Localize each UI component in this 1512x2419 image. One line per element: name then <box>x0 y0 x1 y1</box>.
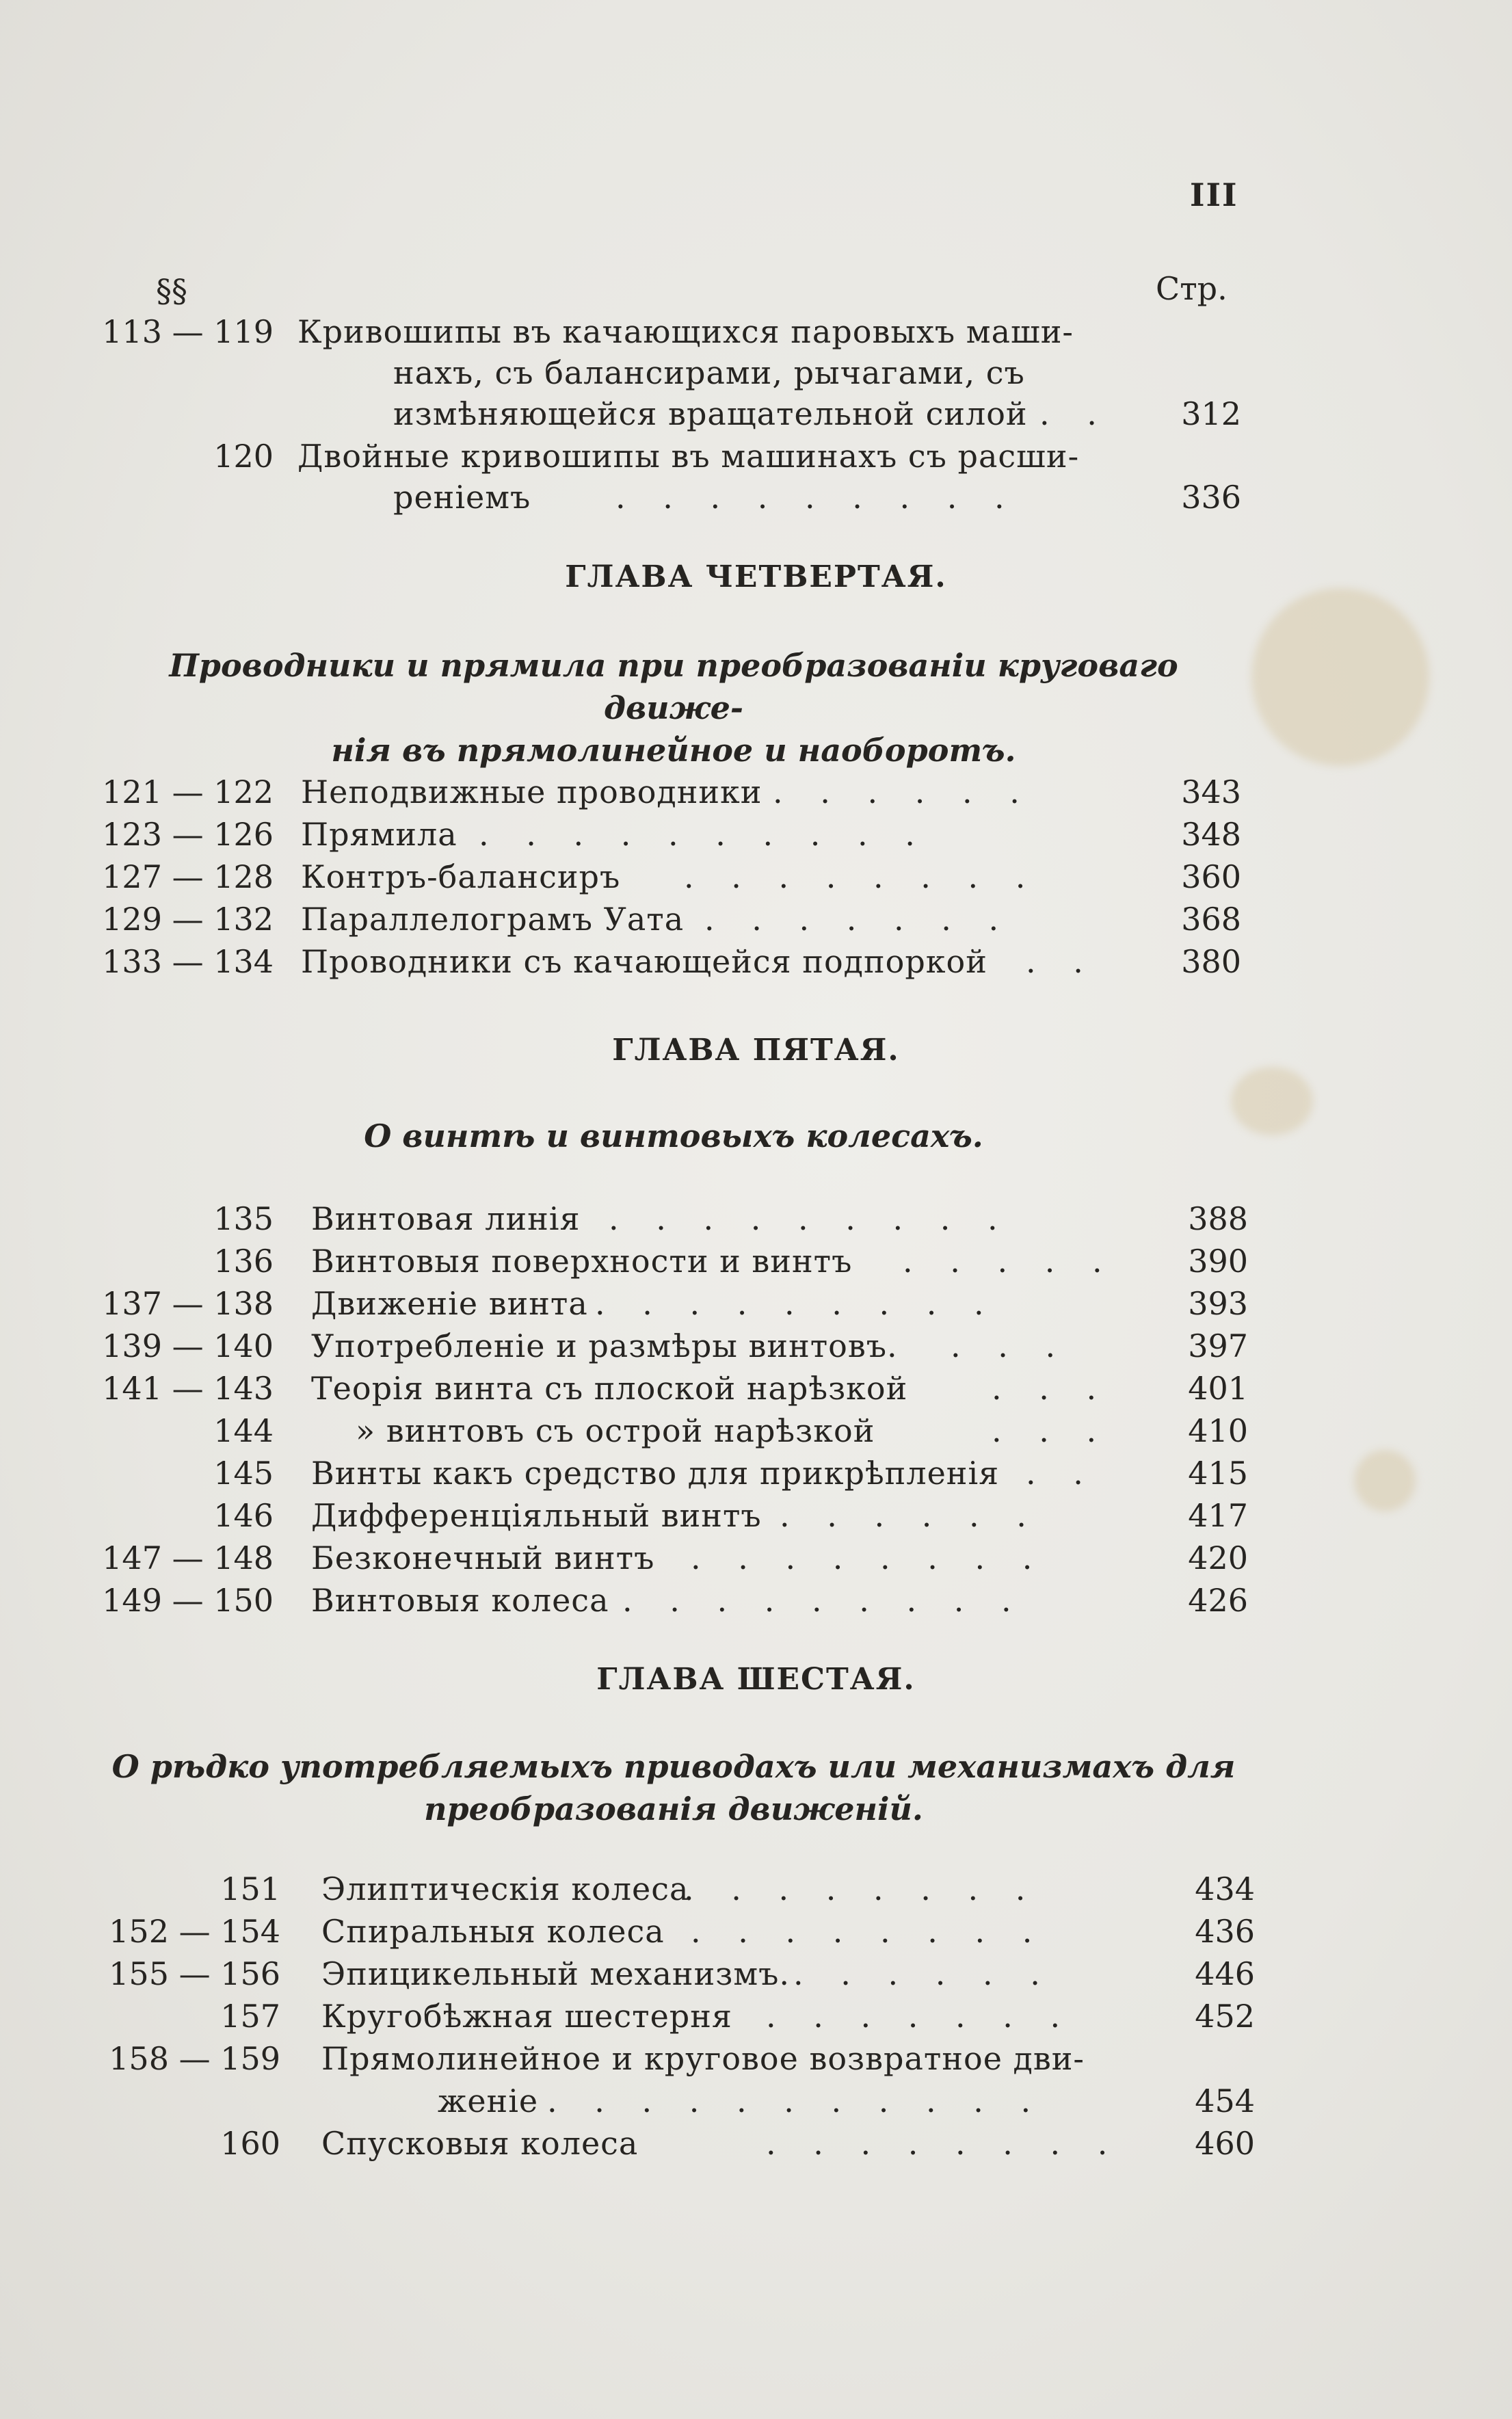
page-ref: 360 <box>1181 858 1241 895</box>
section-number: 144 <box>213 1412 274 1449</box>
entry-title: » винтовъ съ острой нарѣзкой <box>356 1412 875 1449</box>
entry-title: Употребленіе и размѣры винтовъ. <box>311 1327 898 1364</box>
leader-dots: . . . . . . . . <box>691 1913 1046 1950</box>
page-ref: 393 <box>1188 1285 1248 1322</box>
page-ref: 434 <box>1195 1871 1255 1907</box>
entry-title: Прямолинейное и круговое возвратное дви- <box>321 2040 1085 2077</box>
page-ref: 380 <box>1181 943 1241 980</box>
entry-title: Теорія винта съ плоской нарѣзкой <box>311 1370 908 1407</box>
page-ref: 454 <box>1195 2083 1255 2119</box>
section-number: 137 — 138 <box>102 1285 274 1322</box>
leader-dots: . . . . . . . . . <box>609 1200 1011 1237</box>
entry-title: нахъ, съ балансирами, рычагами, съ <box>393 354 1025 391</box>
leader-dots: . . . <box>992 1370 1111 1407</box>
page-ref: 390 <box>1188 1243 1248 1280</box>
entry-title: Кривошипы въ качающихся паровыхъ маши- <box>297 313 1074 350</box>
page-number: III <box>1190 176 1238 213</box>
page-ref: 426 <box>1188 1582 1248 1619</box>
page-ref: 397 <box>1188 1327 1248 1364</box>
page-column-header: Стр. <box>1156 270 1228 307</box>
page-ref: 348 <box>1181 816 1241 853</box>
entry-title: Прямила <box>301 816 457 853</box>
leader-dots: . . . . . . . . . . <box>479 816 929 853</box>
leader-dots: . . <box>1026 943 1097 980</box>
section-number: 120 <box>213 438 274 475</box>
entry-title: женіе <box>438 2083 539 2119</box>
entry-title: Двойные кривошипы въ машинахъ съ расши- <box>297 438 1080 475</box>
entry-title: Движеніе винта <box>311 1285 588 1322</box>
chapter-subtitle: О винтѣ и винтовыхъ колесахъ. <box>364 1118 983 1154</box>
section-number: 145 <box>213 1455 274 1492</box>
section-number: 152 — 154 <box>109 1913 280 1950</box>
section-number: 136 <box>213 1243 274 1280</box>
paper-stain <box>1251 588 1429 766</box>
leader-dots: . . . . . . . <box>704 901 1013 938</box>
entry-title: Элиптическія колеса <box>321 1871 689 1907</box>
entry-title: Винты какъ средство для прикрѣпленія <box>311 1455 1000 1492</box>
leader-dots: . . . . . . . . . <box>595 1285 998 1322</box>
section-number: 158 — 159 <box>109 2040 280 2077</box>
section-number: 135 <box>213 1200 274 1237</box>
entry-title: реніемъ <box>393 479 531 516</box>
section-number: 147 — 148 <box>102 1539 274 1576</box>
section-number: 157 <box>220 1998 280 2035</box>
page-ref: 415 <box>1188 1455 1248 1492</box>
page-ref: 388 <box>1188 1200 1248 1237</box>
section-number: 121 — 122 <box>102 774 274 810</box>
paper-stain <box>1354 1450 1416 1511</box>
page-ref: 343 <box>1181 774 1241 810</box>
section-number: 151 <box>220 1871 280 1907</box>
leader-dots: . . . . . . . <box>766 1998 1074 2035</box>
entry-title: измѣняющейся вращательной силой <box>393 395 1028 432</box>
entry-title: Эпицикельный механизмъ. <box>321 1955 790 1992</box>
page-ref: 336 <box>1181 479 1241 516</box>
chapter-heading: ГЛАВА ПЯТАЯ. <box>612 1033 900 1068</box>
leader-dots: . . . . . . . . <box>684 858 1039 895</box>
leader-dots: . . . . . <box>903 1243 1116 1280</box>
page-ref: 401 <box>1188 1370 1248 1407</box>
entry-title: Безконечный винтъ <box>311 1539 655 1576</box>
section-number: 133 — 134 <box>102 943 274 980</box>
chapter-subtitle: Проводники и прямила при преобразованіи круговаго движе- нія въ прямолинейное и наоборотъ. <box>169 647 1178 769</box>
section-number: 146 <box>213 1497 274 1534</box>
section-number: 129 — 132 <box>102 901 274 938</box>
entry-title: Кругобѣжная шестерня <box>321 1998 732 2035</box>
leader-dots: . . . . . . <box>773 774 1033 810</box>
leader-dots: . . . . . . . . <box>691 1539 1046 1576</box>
section-number: 141 — 143 <box>102 1370 274 1407</box>
page-ref: 436 <box>1195 1913 1255 1950</box>
page-ref: 410 <box>1188 1412 1248 1449</box>
chapter-heading: ГЛАВА ЧЕТВЕРТАЯ. <box>565 559 947 594</box>
section-number: 113 — 119 <box>102 313 274 350</box>
chapter-heading: ГЛАВА ШЕСТАЯ. <box>596 1662 916 1697</box>
page-ref: 420 <box>1188 1539 1248 1576</box>
entry-title: Неподвижные проводники <box>301 774 762 810</box>
entry-title: Параллелограмъ Уата <box>301 901 685 938</box>
leader-dots: . . . <box>951 1327 1070 1364</box>
entry-title: Проводники съ качающейся подпоркой <box>301 943 987 980</box>
entry-title: Контръ-балансиръ <box>301 858 621 895</box>
section-number: 155 — 156 <box>109 1955 280 1992</box>
leader-dots: . . <box>1026 1455 1097 1492</box>
section-number: 139 — 140 <box>102 1327 274 1364</box>
section-number: 149 — 150 <box>102 1582 274 1619</box>
page-ref: 452 <box>1195 1998 1255 2035</box>
leader-dots: . . . . . . . . . <box>615 479 1018 516</box>
entry-title: Винтовыя колеса <box>311 1582 609 1619</box>
leader-dots: . . . <box>992 1412 1111 1449</box>
leader-dots: . . . . . . . . <box>684 1871 1039 1907</box>
page-ref: 446 <box>1195 1955 1255 1992</box>
page-ref: 460 <box>1195 2125 1255 2162</box>
chapter-subtitle: О рѣдко употребляемыхъ приводахъ или механизмахъ для преобразованія движеній. <box>111 1748 1236 1827</box>
leader-dots: . . . . . . . . <box>766 2125 1122 2162</box>
page-ref: 368 <box>1181 901 1241 938</box>
entry-title: Спиральныя колеса <box>321 1913 665 1950</box>
page-ref: 312 <box>1181 395 1241 432</box>
entry-title: Винтовыя поверхности и винтъ <box>311 1243 853 1280</box>
entry-title: Винтовая линія <box>311 1200 581 1237</box>
entry-title: Спусковыя колеса <box>321 2125 639 2162</box>
leader-dots: . . . . . . . . . <box>622 1582 1025 1619</box>
section-number: 127 — 128 <box>102 858 274 895</box>
leader-dots: . . . . . . <box>793 1955 1054 1992</box>
leader-dots: . . . . . . . . . . . <box>547 2083 1045 2119</box>
leader-dots: . . <box>1039 395 1111 432</box>
section-column-header: §§ <box>156 272 187 309</box>
section-number: 123 — 126 <box>102 816 274 853</box>
page-ref: 417 <box>1188 1497 1248 1534</box>
leader-dots: . . . . . . <box>780 1497 1040 1534</box>
section-number: 160 <box>220 2125 280 2162</box>
entry-title: Дифференціяльный винтъ <box>311 1497 762 1534</box>
